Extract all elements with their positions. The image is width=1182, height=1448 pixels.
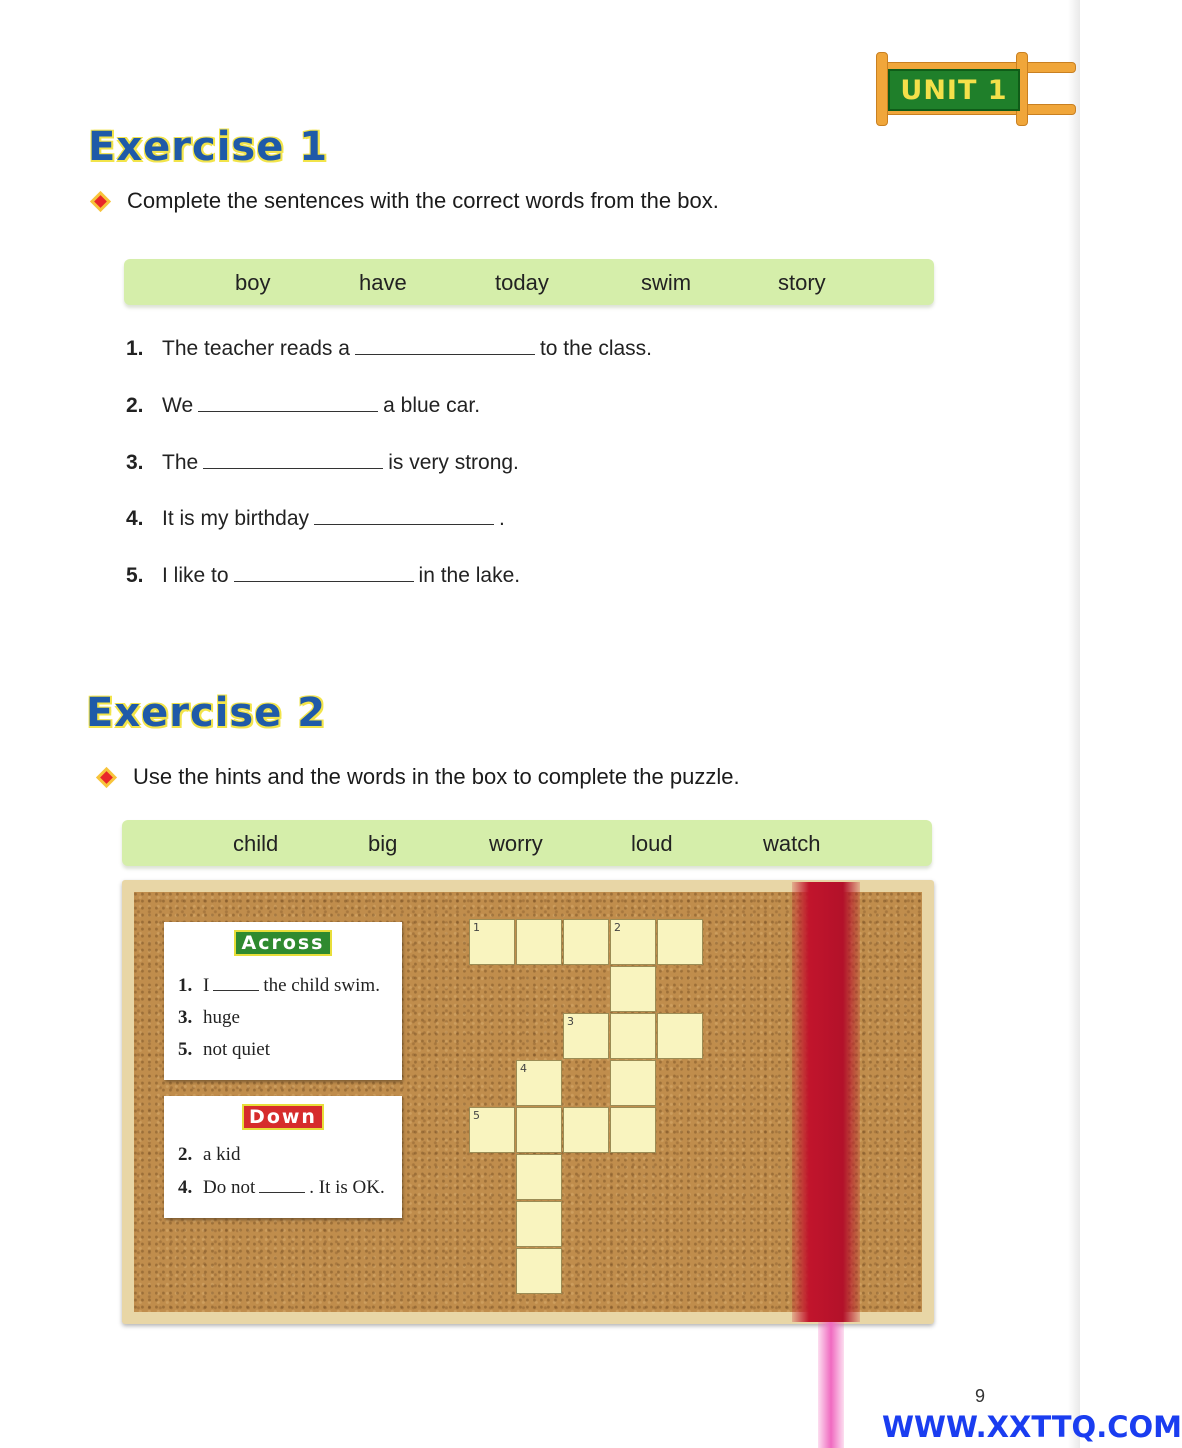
clue-number: 1. bbox=[178, 975, 193, 996]
unit-label: UNIT bbox=[900, 74, 978, 106]
red-bookmark-stripe bbox=[792, 882, 860, 1322]
page-edge-shadow bbox=[1068, 0, 1080, 1448]
sentence-number: 4. bbox=[126, 507, 144, 530]
sentence-text-before: We bbox=[162, 394, 194, 417]
crossword-cell[interactable] bbox=[610, 966, 656, 1012]
watermark: WWW.XXTTQ.COM bbox=[882, 1410, 1182, 1444]
sentence-5 bbox=[126, 563, 520, 588]
crossword-cell-number: 3 bbox=[567, 1015, 574, 1028]
exercise-1-title: Exercise 1 bbox=[88, 124, 329, 170]
unit-number: 1 bbox=[987, 74, 1008, 106]
down-clue-4 bbox=[178, 1177, 385, 1199]
clue-blank bbox=[259, 1178, 305, 1193]
bullet-diamond-icon bbox=[94, 195, 107, 208]
crossword-cell-number: 1 bbox=[473, 921, 480, 934]
crossword-cell[interactable] bbox=[516, 1060, 562, 1106]
crossword-cell[interactable] bbox=[563, 919, 609, 965]
exercise-2-word-box bbox=[122, 820, 932, 866]
clue-number: 4. bbox=[178, 1177, 193, 1198]
exercise-2-title: Exercise 2 bbox=[86, 690, 327, 736]
bullet-diamond-icon bbox=[100, 771, 113, 784]
sentence-text-after: a blue car. bbox=[383, 394, 481, 417]
across-clue-1 bbox=[178, 975, 380, 997]
sentence-text-before: The teacher reads a bbox=[162, 337, 350, 360]
word-box-item: story bbox=[778, 270, 826, 295]
page-number: 9 bbox=[975, 1386, 986, 1406]
crossword-cell[interactable] bbox=[657, 919, 703, 965]
clue-text: huge bbox=[203, 1007, 240, 1028]
word-box-item: have bbox=[359, 270, 407, 295]
across-heading-wrap bbox=[164, 930, 402, 956]
clue-number: 3. bbox=[178, 1007, 193, 1028]
sentence-text-before: It is my birthday bbox=[162, 507, 310, 530]
sentence-number: 5. bbox=[126, 564, 144, 587]
exercise-1-instruction bbox=[96, 188, 719, 214]
unit-badge bbox=[876, 52, 1076, 124]
word-box-item: worry bbox=[489, 831, 543, 856]
word-box-item: watch bbox=[763, 831, 821, 856]
sentence-3 bbox=[126, 450, 519, 475]
crossword-cell[interactable] bbox=[516, 1248, 562, 1294]
word-box-item: child bbox=[233, 831, 279, 856]
down-heading-wrap bbox=[164, 1104, 402, 1130]
answer-blank[interactable] bbox=[314, 506, 494, 525]
clue-number: 5. bbox=[178, 1039, 193, 1060]
down-clue-2 bbox=[178, 1144, 240, 1166]
crossword-cell-number: 2 bbox=[614, 921, 621, 934]
crossword-cell[interactable] bbox=[657, 1013, 703, 1059]
sentence-text-after: . bbox=[499, 507, 505, 530]
sentence-text-before: The bbox=[162, 451, 199, 474]
crossword-cell-number: 5 bbox=[473, 1109, 480, 1122]
pink-bookmark-stripe bbox=[818, 1322, 844, 1448]
exercise-1-word-box bbox=[124, 259, 934, 305]
crossword-cell[interactable] bbox=[516, 919, 562, 965]
down-heading: Down bbox=[242, 1104, 324, 1130]
answer-blank[interactable] bbox=[355, 336, 535, 355]
sentence-1 bbox=[126, 336, 652, 361]
crossword-cell[interactable] bbox=[610, 1107, 656, 1153]
across-clue-3 bbox=[178, 1007, 240, 1029]
sentence-2 bbox=[126, 393, 480, 418]
clue-text-after: . It is OK. bbox=[309, 1177, 385, 1198]
word-box-item: boy bbox=[235, 270, 271, 295]
badge-post-left bbox=[876, 52, 888, 126]
sentence-number: 3. bbox=[126, 451, 144, 474]
clue-text-after: the child swim. bbox=[263, 975, 380, 996]
exercise-2-instruction bbox=[102, 764, 740, 790]
crossword-cell[interactable] bbox=[610, 919, 656, 965]
sentence-text-after: is very strong. bbox=[388, 451, 519, 474]
sentence-number: 2. bbox=[126, 394, 144, 417]
exercise-1-instruction-text: Complete the sentences with the correct words from the box. bbox=[127, 188, 719, 213]
unit-label-plate bbox=[888, 69, 1020, 111]
answer-blank[interactable] bbox=[234, 563, 414, 582]
sentence-text-after: to the class. bbox=[539, 337, 653, 360]
clue-text: a kid bbox=[203, 1144, 241, 1165]
sentence-text-after: in the lake. bbox=[418, 564, 521, 587]
clue-blank bbox=[213, 976, 259, 991]
crossword-cell[interactable] bbox=[469, 919, 515, 965]
word-box-item: swim bbox=[641, 270, 692, 295]
answer-blank[interactable] bbox=[203, 450, 383, 469]
sentence-4 bbox=[126, 506, 505, 531]
answer-blank[interactable] bbox=[198, 393, 378, 412]
across-heading: Across bbox=[234, 930, 331, 956]
word-box-item: today bbox=[495, 270, 549, 295]
crossword-cell[interactable] bbox=[610, 1013, 656, 1059]
crossword-cell[interactable] bbox=[610, 1060, 656, 1106]
crossword-cell[interactable] bbox=[469, 1107, 515, 1153]
across-clue-5 bbox=[178, 1039, 270, 1061]
clue-text-before: Do not bbox=[203, 1177, 256, 1198]
sentence-text-before: I like to bbox=[162, 564, 229, 587]
word-box-item: big bbox=[368, 831, 398, 856]
crossword-cell[interactable] bbox=[563, 1107, 609, 1153]
crossword-cell-number: 4 bbox=[520, 1062, 527, 1075]
across-clue-card bbox=[164, 922, 402, 1080]
crossword-cell[interactable] bbox=[516, 1201, 562, 1247]
crossword-cell[interactable] bbox=[516, 1154, 562, 1200]
crossword-cell[interactable] bbox=[516, 1107, 562, 1153]
sentence-number: 1. bbox=[126, 337, 144, 360]
exercise-2-instruction-text: Use the hints and the words in the box to complete the puzzle. bbox=[133, 764, 740, 789]
down-clue-card bbox=[164, 1096, 402, 1218]
crossword-cell[interactable] bbox=[563, 1013, 609, 1059]
clue-text: not quiet bbox=[203, 1039, 271, 1060]
clue-number: 2. bbox=[178, 1144, 193, 1165]
clue-text-before: I bbox=[203, 975, 210, 996]
word-box-item: loud bbox=[631, 831, 673, 856]
